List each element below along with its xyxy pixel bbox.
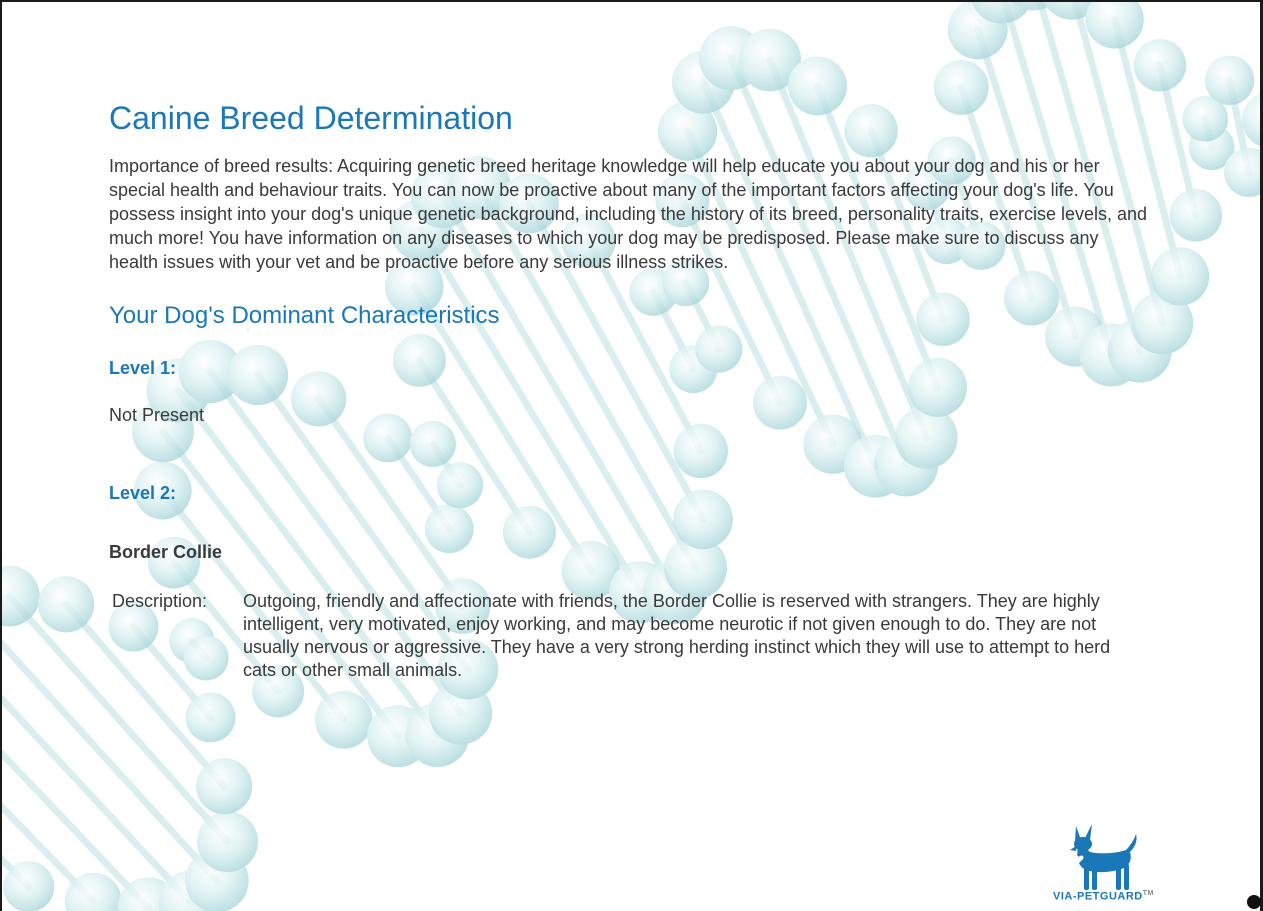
dna-bead [895, 406, 958, 469]
dna-bead [3, 861, 54, 911]
dna-bead [425, 504, 474, 553]
dna-bead [315, 691, 373, 749]
corner-marker [1247, 895, 1261, 909]
dna-bead [674, 424, 728, 478]
page-border-left [0, 0, 2, 911]
intro-paragraph: Importance of breed results: Acquiring genetic breed heritage knowledge will help educate you about your dog and his or her special health and behaviour traits. You can now be proactive about many of the important factors affecting your dog's life. You possess insight into your dog's unique genetic background, including the history of its breed, personality traits, exercise levels, and much more! You have information on any diseases to which your dog may be predisposed. Please make sure to discuss any health issues with your vet and be proactive before any serious illness strikes. [109, 156, 1148, 272]
level-2-heading: Level 2: [109, 483, 177, 503]
breed-description-row [112, 590, 1152, 682]
dna-bead [1086, 0, 1144, 49]
page-border-top [0, 0, 1263, 2]
dna-bead [695, 325, 742, 372]
report-content [109, 96, 1169, 680]
dna-bead [908, 358, 967, 417]
breed-name: Border Collie [109, 542, 223, 562]
page-title: Canine Breed Determination [109, 100, 513, 136]
level-1-heading: Level 1: [109, 358, 177, 378]
dna-bead [363, 414, 412, 463]
description-text: Outgoing, friendly and affectionate with friends, the Border Collie is reserved with strangers. They are highly intelligent, very motivated, enjoy working, and may become neurotic if not given enough to do. They are not usually nervous or aggressive. They have a very strong herding instinct which they will use to attempt to herd cats or other small animals. [243, 591, 1111, 680]
dna-bead [410, 421, 456, 467]
section-heading: Your Dog's Dominant Characteristics [109, 302, 500, 329]
dna-bead [437, 462, 483, 508]
dna-bead [291, 371, 346, 426]
level-1-value: Not Present [109, 405, 205, 425]
dna-bead [673, 489, 733, 549]
dna-bead [228, 345, 288, 405]
brand-logo-text [1053, 890, 1154, 903]
dna-bead [0, 566, 40, 627]
dna-bead [393, 334, 446, 387]
brand-name: VIA-PETGUARD [1053, 890, 1143, 903]
description-label: Description: [112, 591, 208, 611]
dna-bead [503, 506, 556, 559]
dna-bead [1205, 56, 1254, 105]
dna-bead [197, 811, 258, 872]
dna-bead [1170, 189, 1222, 241]
dna-bead [753, 376, 807, 430]
dna-bead [186, 692, 236, 742]
dna-bead [1134, 39, 1186, 91]
trademark-mark: TM [1142, 890, 1154, 897]
dna-bead [38, 576, 94, 632]
dna-bead [196, 758, 252, 814]
